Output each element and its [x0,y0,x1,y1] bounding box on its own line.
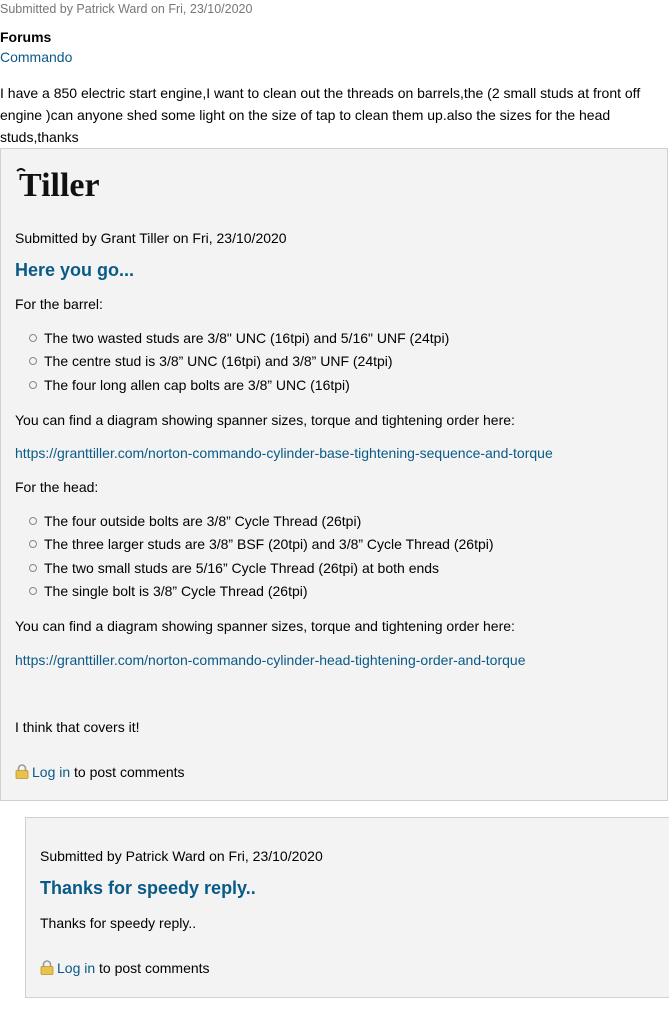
diagram-text: You can find a diagram showing spanner sizes, torque and tightening order here: [15,618,515,634]
login-to-comment [40,960,210,977]
comment-grant-tiller [0,148,668,801]
circle-bullet-icon [29,334,37,342]
comment-title[interactable]: Thanks for speedy reply.. [40,878,256,898]
circle-bullet-icon [29,587,37,595]
list-item: The four outside bolts are 3/8” Cycle Thread (26tpi) [29,513,361,529]
closing-text: I think that covers it! [15,719,140,735]
login-link[interactable]: Log in [32,764,71,780]
comment-submitted: Submitted by Grant Tiller on Fri, 23/10/2020 [15,230,287,246]
list-item: The three larger studs are 3/8” BSF (20tpi) and 3/8” Cycle Thread (26tpi) [29,536,494,552]
forums-label: Forums [0,29,52,45]
login-suffix: to post comments [70,764,185,780]
login-link[interactable]: Log in [57,960,96,976]
circle-bullet-icon [29,517,37,525]
list-item: The four long allen cap bolts are 3/8” UNC (16tpi) [29,377,350,393]
diagram-text: You can find a diagram showing spanner sizes, torque and tightening order here: [15,412,515,428]
head-intro: For the head: [15,479,99,495]
base-torque-link[interactable]: https://granttiller.com/norton-commando-cylinder-base-tightening-sequence-and-torque [15,445,553,461]
circle-bullet-icon [29,540,37,548]
tiller-logo [15,165,119,205]
circle-bullet-icon [29,357,37,365]
login-suffix: to post comments [95,960,210,976]
comment-body: Thanks for speedy reply.. [40,915,197,931]
circle-bullet-icon [29,381,37,389]
login-to-comment [15,764,185,781]
post-body: I have a 850 electric start engine,I want to clean out the threads on barrels,the (2 small studs at front off engine )can anyone shed some light on the size of tap to clean them up.also the sizes for the head studs,thanks [0,85,641,145]
comment-submitted: Submitted by Patrick Ward on Fri, 23/10/2020 [40,848,323,864]
circle-bullet-icon [29,564,37,572]
list-item: The centre stud is 3/8” UNC (16tpi) and 3/8” UNF (24tpi) [29,353,393,369]
lock-icon [40,960,54,975]
barrel-intro: For the barrel: [15,296,103,312]
post-submitted: Submitted by Patrick Ward on Fri, 23/10/2020 [0,2,253,16]
comment-title[interactable]: Here you go... [15,260,135,280]
logo-text: Tiller [19,167,100,204]
list-item: The single bolt is 3/8” Cycle Thread (26tpi) [29,583,308,599]
comment-patrick-ward [25,817,669,998]
lock-icon [15,764,29,779]
head-torque-link[interactable]: https://granttiller.com/norton-commando-cylinder-head-tightening-order-and-torque [15,652,526,668]
list-item: The two small studs are 5/16” Cycle Thread (26tpi) at both ends [29,560,439,576]
list-item: The two wasted studs are 3/8" UNC (16tpi) and 5/16" UNF (24tpi) [29,330,449,346]
forum-link-commando[interactable]: Commando [0,49,73,65]
